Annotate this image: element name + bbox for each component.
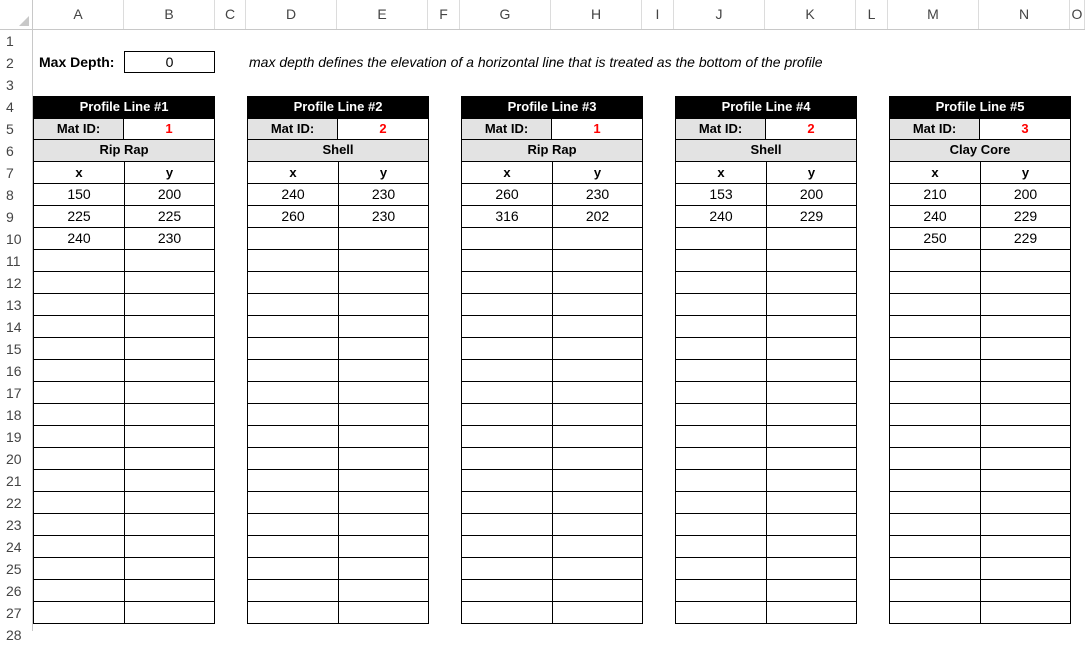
row-header-28[interactable]: 28 — [6, 627, 22, 643]
y-cell[interactable] — [338, 228, 429, 250]
row-header-23[interactable]: 23 — [6, 517, 22, 533]
x-cell[interactable] — [33, 404, 124, 426]
row-header-3[interactable]: 3 — [6, 77, 14, 93]
y-cell[interactable] — [980, 316, 1071, 338]
x-cell[interactable] — [247, 250, 338, 272]
x-cell[interactable] — [461, 558, 552, 580]
y-cell[interactable] — [552, 404, 643, 426]
x-cell[interactable] — [675, 558, 766, 580]
y-cell[interactable] — [980, 492, 1071, 514]
y-cell[interactable] — [980, 448, 1071, 470]
mat-id-label: Mat ID: — [890, 119, 980, 139]
y-column-header[interactable]: y — [124, 162, 215, 184]
x-cell[interactable] — [889, 558, 980, 580]
x-cell[interactable] — [247, 294, 338, 316]
material-name: Clay Core — [889, 140, 1071, 162]
material-name: Rip Rap — [461, 140, 643, 162]
y-cell[interactable]: 230 — [552, 184, 643, 206]
x-cell[interactable] — [461, 316, 552, 338]
y-cell[interactable] — [338, 602, 429, 624]
column-header-a[interactable]: A — [33, 0, 124, 29]
y-cell[interactable] — [980, 404, 1071, 426]
y-cell[interactable] — [552, 536, 643, 558]
x-cell[interactable] — [461, 294, 552, 316]
mat-id-value[interactable]: 3 — [980, 119, 1070, 139]
x-cell[interactable] — [33, 360, 124, 382]
y-cell[interactable] — [124, 580, 215, 602]
x-cell[interactable]: 225 — [33, 206, 124, 228]
y-cell[interactable] — [766, 272, 857, 294]
y-cell[interactable] — [552, 514, 643, 536]
x-cell[interactable] — [889, 360, 980, 382]
y-cell[interactable] — [766, 382, 857, 404]
row-header-1[interactable]: 1 — [6, 33, 14, 49]
mat-id-label: Mat ID: — [248, 119, 338, 139]
y-cell[interactable] — [766, 492, 857, 514]
y-cell[interactable] — [552, 470, 643, 492]
x-cell[interactable] — [675, 470, 766, 492]
x-cell[interactable] — [461, 338, 552, 360]
x-cell[interactable] — [889, 448, 980, 470]
x-cell[interactable] — [461, 228, 552, 250]
y-cell[interactable] — [766, 404, 857, 426]
x-cell[interactable] — [889, 514, 980, 536]
y-cell[interactable]: 225 — [124, 206, 215, 228]
row-header-26[interactable]: 26 — [6, 583, 22, 599]
x-cell[interactable] — [461, 580, 552, 602]
y-cell[interactable] — [980, 382, 1071, 404]
x-cell[interactable] — [889, 272, 980, 294]
x-cell[interactable] — [247, 382, 338, 404]
row-header-16[interactable]: 16 — [6, 363, 22, 379]
y-cell[interactable]: 200 — [124, 184, 215, 206]
x-cell[interactable] — [675, 404, 766, 426]
x-cell[interactable] — [33, 470, 124, 492]
x-cell[interactable]: 150 — [33, 184, 124, 206]
y-cell[interactable]: 200 — [980, 184, 1071, 206]
row-header-27[interactable]: 27 — [6, 605, 22, 621]
x-cell[interactable] — [33, 272, 124, 294]
column-header-n[interactable]: N — [979, 0, 1070, 29]
max-depth-note: max depth defines the elevation of a horizontal line that is treated as the bottom of the profile — [249, 54, 823, 70]
x-cell[interactable]: 260 — [461, 184, 552, 206]
y-cell[interactable] — [338, 426, 429, 448]
x-cell[interactable] — [247, 602, 338, 624]
mat-id-value[interactable]: 1 — [552, 119, 642, 139]
column-header-bar — [0, 0, 1085, 30]
x-cell[interactable] — [675, 426, 766, 448]
profile-title: Profile Line #2 — [247, 96, 429, 118]
y-cell[interactable] — [338, 382, 429, 404]
y-column-header[interactable]: y — [338, 162, 429, 184]
x-cell[interactable] — [889, 580, 980, 602]
x-cell[interactable] — [461, 272, 552, 294]
x-cell[interactable] — [461, 470, 552, 492]
y-cell[interactable] — [338, 272, 429, 294]
x-cell[interactable] — [33, 316, 124, 338]
y-cell[interactable] — [980, 558, 1071, 580]
y-cell[interactable] — [338, 536, 429, 558]
x-cell[interactable] — [675, 602, 766, 624]
x-cell[interactable] — [247, 580, 338, 602]
x-cell[interactable] — [889, 536, 980, 558]
mat-id-label: Mat ID: — [34, 119, 124, 139]
x-cell[interactable] — [889, 602, 980, 624]
mat-id-value[interactable]: 1 — [124, 119, 214, 139]
column-header-c[interactable]: C — [215, 0, 246, 29]
x-cell[interactable] — [461, 382, 552, 404]
y-cell[interactable]: 200 — [766, 184, 857, 206]
x-cell[interactable] — [675, 580, 766, 602]
mat-id-row — [461, 118, 643, 140]
y-cell[interactable] — [552, 580, 643, 602]
y-cell[interactable] — [338, 470, 429, 492]
y-cell[interactable] — [552, 426, 643, 448]
x-cell[interactable] — [889, 426, 980, 448]
x-cell[interactable] — [33, 448, 124, 470]
x-cell[interactable] — [461, 250, 552, 272]
y-cell[interactable] — [338, 404, 429, 426]
y-cell[interactable] — [766, 360, 857, 382]
material-name: Shell — [247, 140, 429, 162]
x-cell[interactable] — [461, 514, 552, 536]
x-cell[interactable] — [247, 272, 338, 294]
y-cell[interactable]: 229 — [766, 206, 857, 228]
y-cell[interactable] — [124, 404, 215, 426]
x-cell[interactable] — [461, 492, 552, 514]
x-cell[interactable] — [33, 514, 124, 536]
y-cell[interactable] — [766, 470, 857, 492]
x-column-header[interactable]: x — [33, 162, 124, 184]
y-cell[interactable] — [124, 426, 215, 448]
y-cell[interactable] — [552, 558, 643, 580]
y-cell[interactable]: 230 — [124, 228, 215, 250]
x-cell[interactable] — [675, 536, 766, 558]
x-cell[interactable] — [461, 426, 552, 448]
x-cell[interactable]: 240 — [675, 206, 766, 228]
x-cell[interactable] — [461, 360, 552, 382]
y-cell[interactable] — [980, 536, 1071, 558]
y-cell[interactable] — [338, 338, 429, 360]
x-cell[interactable] — [247, 426, 338, 448]
y-cell[interactable] — [124, 316, 215, 338]
y-cell[interactable] — [124, 338, 215, 360]
y-cell[interactable] — [980, 514, 1071, 536]
x-cell[interactable]: 240 — [889, 206, 980, 228]
x-cell[interactable] — [675, 294, 766, 316]
y-cell[interactable] — [338, 250, 429, 272]
x-cell[interactable] — [33, 338, 124, 360]
y-cell[interactable]: 229 — [980, 206, 1071, 228]
row-header-bar — [0, 30, 33, 643]
y-cell[interactable]: 202 — [552, 206, 643, 228]
row-header-6[interactable]: 6 — [6, 143, 14, 159]
material-name: Rip Rap — [33, 140, 215, 162]
mat-id-label: Mat ID: — [462, 119, 552, 139]
column-header-i[interactable]: I — [642, 0, 674, 29]
x-cell[interactable] — [675, 514, 766, 536]
x-cell[interactable] — [889, 382, 980, 404]
y-cell[interactable] — [338, 580, 429, 602]
x-cell[interactable] — [33, 294, 124, 316]
y-cell[interactable] — [766, 316, 857, 338]
x-cell[interactable] — [247, 338, 338, 360]
y-cell[interactable] — [552, 382, 643, 404]
row-header-25[interactable]: 25 — [6, 561, 22, 577]
x-cell[interactable] — [675, 492, 766, 514]
x-cell[interactable] — [889, 470, 980, 492]
mat-id-row — [33, 118, 215, 140]
x-cell[interactable] — [247, 470, 338, 492]
profile-title: Profile Line #4 — [675, 96, 857, 118]
select-all-corner[interactable] — [0, 0, 33, 29]
y-cell[interactable] — [124, 558, 215, 580]
column-header-k[interactable]: K — [765, 0, 856, 29]
column-header-o[interactable]: O — [1070, 0, 1085, 29]
y-cell[interactable] — [766, 338, 857, 360]
row-header-24[interactable]: 24 — [6, 539, 22, 555]
y-cell[interactable] — [338, 448, 429, 470]
mat-id-value[interactable]: 2 — [766, 119, 856, 139]
row-header-18[interactable]: 18 — [6, 407, 22, 423]
y-cell[interactable] — [766, 536, 857, 558]
x-cell[interactable] — [33, 426, 124, 448]
x-cell[interactable] — [675, 272, 766, 294]
y-cell[interactable] — [338, 492, 429, 514]
y-cell[interactable]: 229 — [980, 228, 1071, 250]
x-cell[interactable] — [247, 536, 338, 558]
y-cell[interactable] — [124, 250, 215, 272]
y-cell[interactable] — [552, 228, 643, 250]
x-cell[interactable] — [247, 360, 338, 382]
row-header-13[interactable]: 13 — [6, 297, 22, 313]
column-header-d[interactable]: D — [246, 0, 337, 29]
mat-id-row — [889, 118, 1071, 140]
row-header-20[interactable]: 20 — [6, 451, 22, 467]
x-cell[interactable] — [675, 338, 766, 360]
column-header-h[interactable]: H — [551, 0, 642, 29]
x-cell[interactable] — [247, 514, 338, 536]
x-cell[interactable]: 316 — [461, 206, 552, 228]
row-header-10[interactable]: 10 — [6, 231, 22, 247]
x-cell[interactable] — [33, 536, 124, 558]
x-cell[interactable] — [247, 558, 338, 580]
column-header-j[interactable]: J — [674, 0, 765, 29]
x-cell[interactable] — [461, 448, 552, 470]
max-depth-input[interactable]: 0 — [124, 51, 215, 73]
x-cell[interactable] — [675, 250, 766, 272]
mat-id-row — [675, 118, 857, 140]
x-cell[interactable] — [247, 492, 338, 514]
y-cell[interactable] — [552, 360, 643, 382]
x-cell[interactable] — [33, 558, 124, 580]
column-header-e[interactable]: E — [337, 0, 428, 29]
mat-id-row — [247, 118, 429, 140]
y-cell[interactable] — [766, 602, 857, 624]
row-header-8[interactable]: 8 — [6, 187, 14, 203]
y-cell[interactable] — [338, 316, 429, 338]
x-cell[interactable]: 210 — [889, 184, 980, 206]
x-cell[interactable] — [675, 360, 766, 382]
y-cell[interactable] — [124, 448, 215, 470]
y-cell[interactable] — [766, 426, 857, 448]
y-column-header[interactable]: y — [980, 162, 1071, 184]
x-cell[interactable] — [889, 492, 980, 514]
y-cell[interactable] — [124, 360, 215, 382]
x-cell[interactable] — [461, 404, 552, 426]
y-cell[interactable] — [980, 426, 1071, 448]
profile-title: Profile Line #3 — [461, 96, 643, 118]
column-header-b[interactable]: B — [124, 0, 215, 29]
column-header-l[interactable]: L — [856, 0, 888, 29]
mat-id-value[interactable]: 2 — [338, 119, 428, 139]
y-cell[interactable] — [552, 338, 643, 360]
y-column-header[interactable]: y — [552, 162, 643, 184]
y-cell[interactable] — [766, 514, 857, 536]
x-cell[interactable] — [675, 382, 766, 404]
y-cell[interactable] — [338, 558, 429, 580]
column-header-g[interactable]: G — [460, 0, 551, 29]
y-cell[interactable] — [552, 492, 643, 514]
y-cell[interactable] — [338, 360, 429, 382]
column-header-f[interactable]: F — [428, 0, 460, 29]
y-cell[interactable] — [552, 272, 643, 294]
x-column-header[interactable]: x — [889, 162, 980, 184]
y-cell[interactable] — [124, 536, 215, 558]
row-header-17[interactable]: 17 — [6, 385, 22, 401]
y-cell[interactable] — [980, 294, 1071, 316]
y-cell[interactable] — [980, 250, 1071, 272]
row-header-9[interactable]: 9 — [6, 209, 14, 225]
x-cell[interactable] — [247, 228, 338, 250]
y-cell[interactable] — [124, 602, 215, 624]
y-cell[interactable] — [552, 316, 643, 338]
y-cell[interactable] — [980, 470, 1071, 492]
y-cell[interactable] — [124, 272, 215, 294]
row-header-11[interactable]: 11 — [6, 253, 21, 269]
row-header-19[interactable]: 19 — [6, 429, 22, 445]
x-cell[interactable] — [675, 228, 766, 250]
x-cell[interactable] — [247, 404, 338, 426]
y-cell[interactable] — [338, 294, 429, 316]
y-cell[interactable] — [980, 272, 1071, 294]
x-column-header[interactable]: x — [675, 162, 766, 184]
y-cell[interactable] — [980, 360, 1071, 382]
material-name: Shell — [675, 140, 857, 162]
y-cell[interactable] — [766, 448, 857, 470]
x-cell[interactable] — [33, 492, 124, 514]
y-cell[interactable] — [980, 602, 1071, 624]
x-cell[interactable] — [889, 250, 980, 272]
y-cell[interactable]: 230 — [338, 206, 429, 228]
x-cell[interactable] — [247, 316, 338, 338]
y-cell[interactable] — [980, 580, 1071, 602]
x-cell[interactable] — [889, 294, 980, 316]
y-cell[interactable] — [766, 580, 857, 602]
row-header-4[interactable]: 4 — [6, 99, 14, 115]
row-header-15[interactable]: 15 — [6, 341, 22, 357]
y-cell[interactable]: 230 — [338, 184, 429, 206]
row-header-21[interactable]: 21 — [6, 473, 22, 489]
x-cell[interactable] — [33, 382, 124, 404]
row-header-7[interactable]: 7 — [6, 165, 14, 181]
y-cell[interactable] — [766, 250, 857, 272]
x-cell[interactable]: 240 — [247, 184, 338, 206]
y-cell[interactable] — [552, 448, 643, 470]
x-cell[interactable] — [675, 316, 766, 338]
profile-title: Profile Line #1 — [33, 96, 215, 118]
y-cell[interactable] — [766, 228, 857, 250]
x-cell[interactable] — [33, 602, 124, 624]
y-cell[interactable] — [980, 338, 1071, 360]
y-cell[interactable] — [552, 250, 643, 272]
x-cell[interactable] — [33, 250, 124, 272]
profile-title: Profile Line #5 — [889, 96, 1071, 118]
x-cell[interactable] — [889, 404, 980, 426]
y-cell[interactable] — [124, 294, 215, 316]
y-cell[interactable] — [766, 294, 857, 316]
x-cell[interactable] — [889, 338, 980, 360]
y-cell[interactable] — [124, 382, 215, 404]
x-column-header[interactable]: x — [247, 162, 338, 184]
mat-id-label: Mat ID: — [676, 119, 766, 139]
y-cell[interactable] — [552, 602, 643, 624]
column-header-m[interactable]: M — [888, 0, 979, 29]
y-cell[interactable] — [766, 558, 857, 580]
x-cell[interactable]: 260 — [247, 206, 338, 228]
max-depth-label: Max Depth: — [39, 54, 115, 70]
row-header-5[interactable]: 5 — [6, 121, 14, 137]
x-cell[interactable] — [675, 448, 766, 470]
x-cell[interactable] — [461, 602, 552, 624]
row-header-14[interactable]: 14 — [6, 319, 22, 335]
x-cell[interactable]: 250 — [889, 228, 980, 250]
row-header-2[interactable]: 2 — [6, 55, 14, 71]
x-cell[interactable] — [33, 580, 124, 602]
row-header-12[interactable]: 12 — [6, 275, 22, 291]
x-cell[interactable]: 153 — [675, 184, 766, 206]
y-cell[interactable] — [552, 294, 643, 316]
x-cell[interactable] — [889, 316, 980, 338]
x-column-header[interactable]: x — [461, 162, 552, 184]
y-column-header[interactable]: y — [766, 162, 857, 184]
x-cell[interactable]: 240 — [33, 228, 124, 250]
y-cell[interactable] — [124, 470, 215, 492]
y-cell[interactable] — [124, 492, 215, 514]
x-cell[interactable] — [461, 536, 552, 558]
row-header-22[interactable]: 22 — [6, 495, 22, 511]
y-cell[interactable] — [124, 514, 215, 536]
x-cell[interactable] — [247, 448, 338, 470]
y-cell[interactable] — [338, 514, 429, 536]
